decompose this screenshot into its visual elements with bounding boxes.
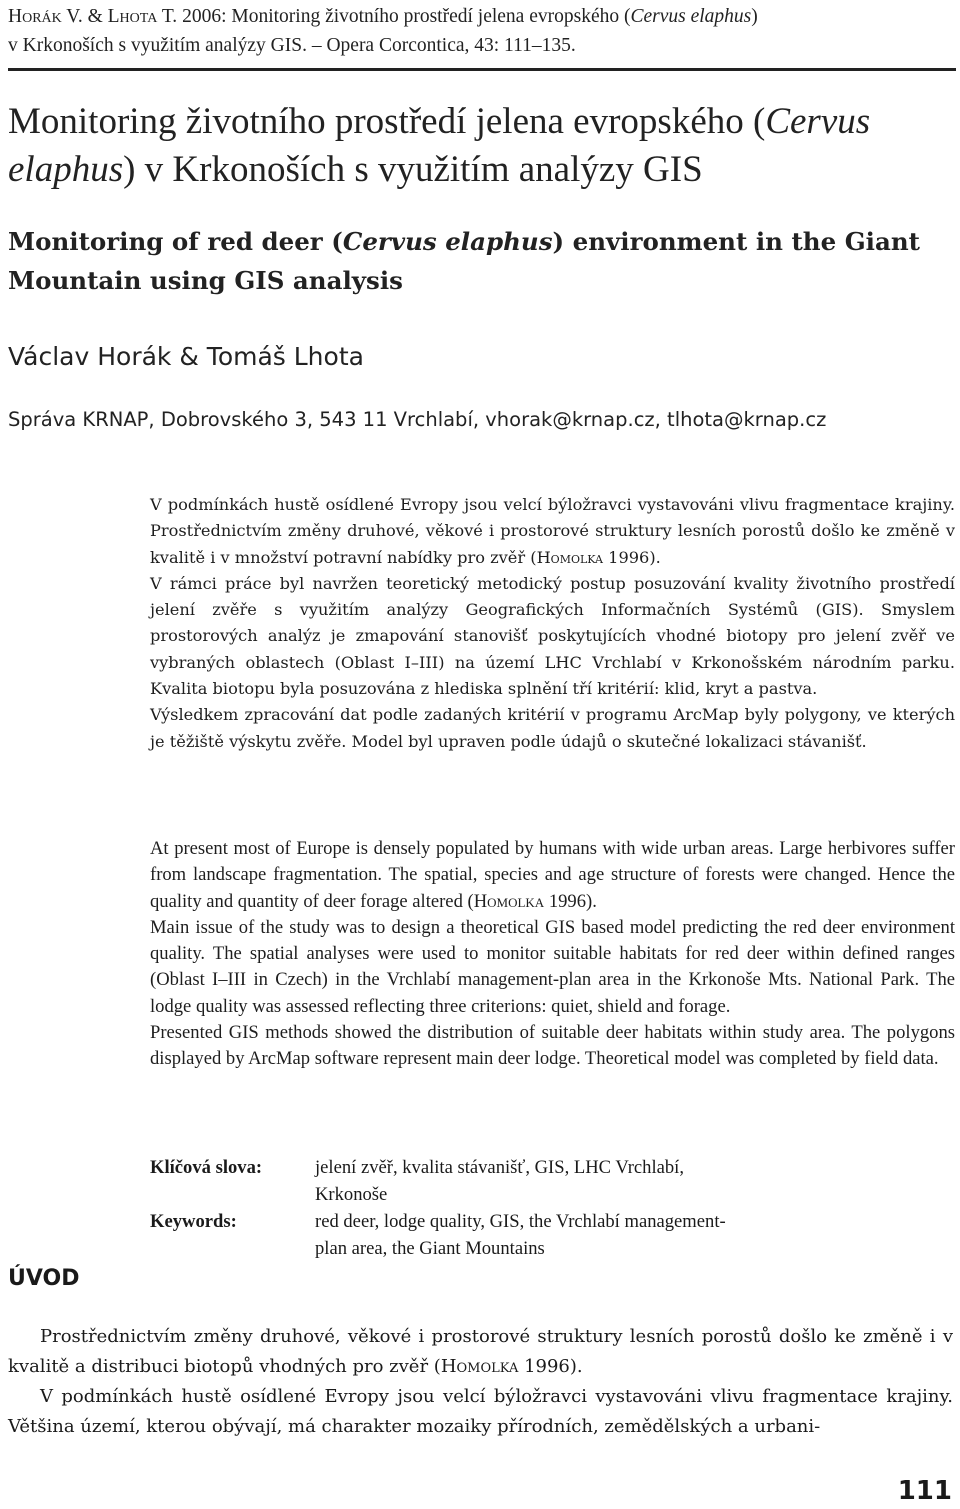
body-paragraph-1 bbox=[8, 1322, 953, 1382]
abstract-english-p1-text: At present most of Europe is densely populated by humans with wide urban areas. Large herbivores suffer from landscape fragmentation. The spatial, species and age structure of forests were changed. Hence the quality and quantity of deer forage altered ( bbox=[150, 838, 955, 912]
citation-author-1: Horák V. bbox=[8, 6, 83, 27]
citation-text: 2006: Monitoring životního prostředí jelena evropského ( bbox=[177, 6, 631, 27]
abstract-english bbox=[150, 836, 955, 1073]
keywords-label-english: Keywords: bbox=[150, 1211, 237, 1232]
citation-header bbox=[8, 2, 953, 60]
title-czech-text: Monitoring životního prostředí jelena evropského ( bbox=[8, 101, 766, 142]
abstract-czech-paragraph-1 bbox=[150, 492, 955, 571]
body-paragraph-2: V podmínkách hustě osídlené Evropy jsou velcí býložravci vystavováni vlivu fragmentace krajiny. Většina území, kterou obývají, má charakter mozaiky přírodních, zemědělských a urbani- bbox=[8, 1386, 953, 1437]
title-czech-species-genus: Cervus bbox=[765, 101, 871, 142]
keywords-block bbox=[150, 1154, 755, 1262]
citation-species: Cervus elaphus bbox=[630, 6, 752, 27]
title-english-species: Cervus elaphus bbox=[342, 227, 553, 256]
citation-author-2: Lhota T. bbox=[107, 6, 178, 27]
title-czech-text-end: ) v Krkonoších s využitím analýzy GIS bbox=[123, 149, 703, 190]
citation-ampersand: & bbox=[82, 6, 108, 27]
citation-text-end: ) bbox=[751, 6, 758, 27]
keywords-row-english bbox=[150, 1208, 755, 1262]
page-number: 111 bbox=[897, 1476, 952, 1506]
abstract-english-p1-end: 1996). bbox=[544, 890, 597, 912]
body-p1-text: Prostřednictvím změny druhové, věkové i prostorové struktury lesních porostů došlo ke změně i v kvalitě a distribuci biotopů vhodných pro zvěř ( bbox=[8, 1326, 953, 1377]
keywords-value-english: red deer, lodge quality, GIS, the Vrchlabí management-plan area, the Giant Mountains bbox=[315, 1211, 726, 1259]
affiliation: Správa KRNAP, Dobrovského 3, 543 11 Vrchlabí, vhorak@krnap.cz, tlhota@krnap.cz bbox=[8, 408, 827, 431]
keywords-value-czech: jelení zvěř, kvalita stávanišť, GIS, LHC Vrchlabí, Krkonoše bbox=[315, 1157, 684, 1205]
abstract-czech-paragraph-2: V rámci práce byl navržen teoretický metodický postup posuzování kvality životního prostředí jelení zvěře s využitím analýzy Geografických Informačních Systémů (GIS). Smyslem prostorových analýz je zmapování stanovišť poskytujících vhodné biotopy pro jelení zvěř ve vybraných oblastech (Oblast I–III) na území LHC Vrchlabí v Krkonošském národním parku. Kvalita biotopu byla posuzována z hlediska splnění tří kritérií: klid, kryt a pastva. bbox=[150, 573, 955, 699]
title-english-text: Monitoring of red deer ( bbox=[8, 227, 343, 256]
body-p1-end: 1996). bbox=[518, 1356, 583, 1377]
abstract-czech bbox=[150, 492, 955, 755]
abstract-english-paragraph-2: Main issue of the study was to design a theoretical GIS based model predicting the red deer environment quality. The spatial analyses were used to monitor suitable habitats for red deer within defined ranges (Oblast I–III in Czech) in the Vrchlabí management-plan area in the Krkonoše Mts. National Park. The lodge quality was assessed reflecting three criterions: quiet, shield and forage. bbox=[150, 916, 955, 1017]
title-english-text-end: ) environment in the Giant Mountain using GIS analysis bbox=[8, 227, 920, 295]
authors: Václav Horák & Tomáš Lhota bbox=[8, 342, 364, 371]
abstract-czech-paragraph-3: Výsledkem zpracování dat podle zadaných kritérií v programu ArcMap byly polygony, ve kterých je těžiště výskytu zvěře. Model byl upraven podle údajů o skutečné lokalizaci stávanišť. bbox=[150, 705, 955, 751]
citation-line-2: v Krkonoších s využitím analýzy GIS. – Opera Corcontica, 43: 111–135. bbox=[8, 35, 576, 56]
keywords-label-czech: Klíčová slova: bbox=[150, 1157, 263, 1178]
abstract-czech-p1-end: 1996). bbox=[603, 547, 661, 567]
abstract-english-citation: Homolka bbox=[473, 890, 545, 912]
abstract-czech-p1-text: V podmínkách hustě osídlené Evropy jsou velcí býložravci vystavováni vlivu fragmentace krajiny. Prostřednictvím změny druhové, věkové i prostorové struktury lesních porostů došlo ke změně v kvalitě i v množství potravní nabídky pro zvěř ( bbox=[150, 495, 955, 567]
header-rule bbox=[8, 68, 956, 71]
title-czech-species-epithet: elaphus bbox=[8, 149, 124, 190]
body-citation: Homolka bbox=[440, 1356, 519, 1377]
abstract-czech-citation: Homolka bbox=[536, 547, 603, 567]
abstract-english-paragraph-3: Presented GIS methods showed the distribution of suitable deer habitats within study area. The polygons displayed by ArcMap software represent main deer lodge. Theoretical model was completed by field data. bbox=[150, 1022, 955, 1070]
abstract-english-paragraph-1 bbox=[150, 836, 955, 915]
title-czech bbox=[8, 98, 953, 194]
title-english bbox=[8, 222, 953, 300]
keywords-row-czech bbox=[150, 1154, 755, 1208]
section-title: ÚVOD bbox=[8, 1266, 80, 1291]
body-text bbox=[8, 1322, 953, 1442]
